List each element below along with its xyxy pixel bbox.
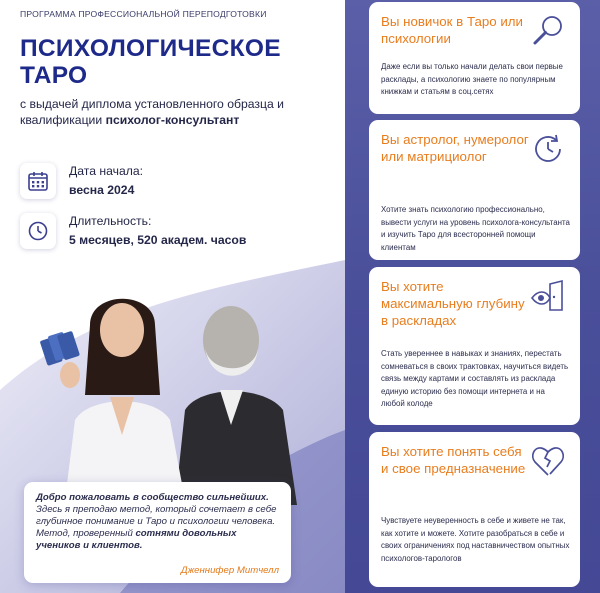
calendar-icon: [20, 163, 56, 199]
magnifier-icon: [530, 13, 566, 49]
broken-heart-icon: [530, 443, 566, 479]
subtitle-text: с выдачей диплома установленного образца и квалификации: [20, 97, 284, 127]
audience-card-depth: [369, 267, 580, 425]
card-title: Вы новичок в Таро или психологии: [381, 14, 523, 46]
card-text: Стать увереннее в навыках и знаниях, перестать сомневаться в своих трактовках, научиться видеть связь между картами и составлять из расклада единую историю без помощи интернета и на любой колоде: [381, 349, 569, 409]
card-title: Вы хотите максимальную глубину в раскладах: [381, 279, 525, 328]
card-text: Даже если вы только начали делать свои первые расклады, а психологию знаете по популярным книжкам и статьям в соц.сетях: [381, 62, 563, 97]
audience-card-beginner: [369, 2, 580, 114]
clock-arrows-icon: [530, 131, 566, 167]
start-date-value: весна 2024: [69, 183, 135, 197]
card-text: Хотите знать психологию профессионально, вывести услуги на уровень психолога-консультанта и изучить Таро для всесторонней помощи клиентам: [381, 205, 570, 252]
program-kicker: ПРОГРАММА ПРОФЕССИОНАЛЬНОЙ ПЕРЕПОДГОТОВКИ: [20, 9, 267, 19]
audience-panel: [345, 0, 600, 593]
card-title: Вы астролог, нумеролог или матрициолог: [381, 132, 529, 164]
subtitle: [20, 96, 325, 128]
start-date-label: Дата начала:: [69, 164, 144, 178]
quote-emphasis: сотнями довольных учеников и клиентов.: [36, 528, 237, 551]
audience-card-purpose: [369, 432, 580, 587]
quote-lead: Добро пожаловать в сообщество сильнейших.: [36, 492, 269, 503]
audience-card-astrologer: [369, 120, 580, 260]
card-text: Чувствуете неуверенность в себе и живете не так, как хотите и можете. Хотите разобраться в себе и своих ограничениях под наставничеством опытных психологов-тарологов: [381, 516, 570, 563]
duration-label: Длительность:: [69, 214, 152, 228]
start-date-row: [20, 163, 143, 199]
quote-author: Дженнифер Митчелл: [180, 565, 279, 576]
woman-photo: [40, 285, 200, 500]
quote-text: [36, 492, 279, 552]
card-title: Вы хотите понять себя и свое предназначение: [381, 444, 526, 476]
subtitle-qualification: психолог-консультант: [105, 113, 240, 127]
duration-row: [20, 213, 246, 249]
eye-door-icon: [530, 278, 566, 314]
quote-card: [24, 482, 291, 583]
page-title: ПСИХОЛОГИЧЕСКОЕ ТАРО: [20, 35, 281, 89]
quote-body: Здесь я преподаю метод, который сочетает в себе глубинное понимание и Таро и психологии человека. Метод, проверенный: [36, 504, 277, 539]
duration-value: 5 месяцев, 520 академ. часов: [69, 233, 247, 247]
clock-icon: [20, 213, 56, 249]
